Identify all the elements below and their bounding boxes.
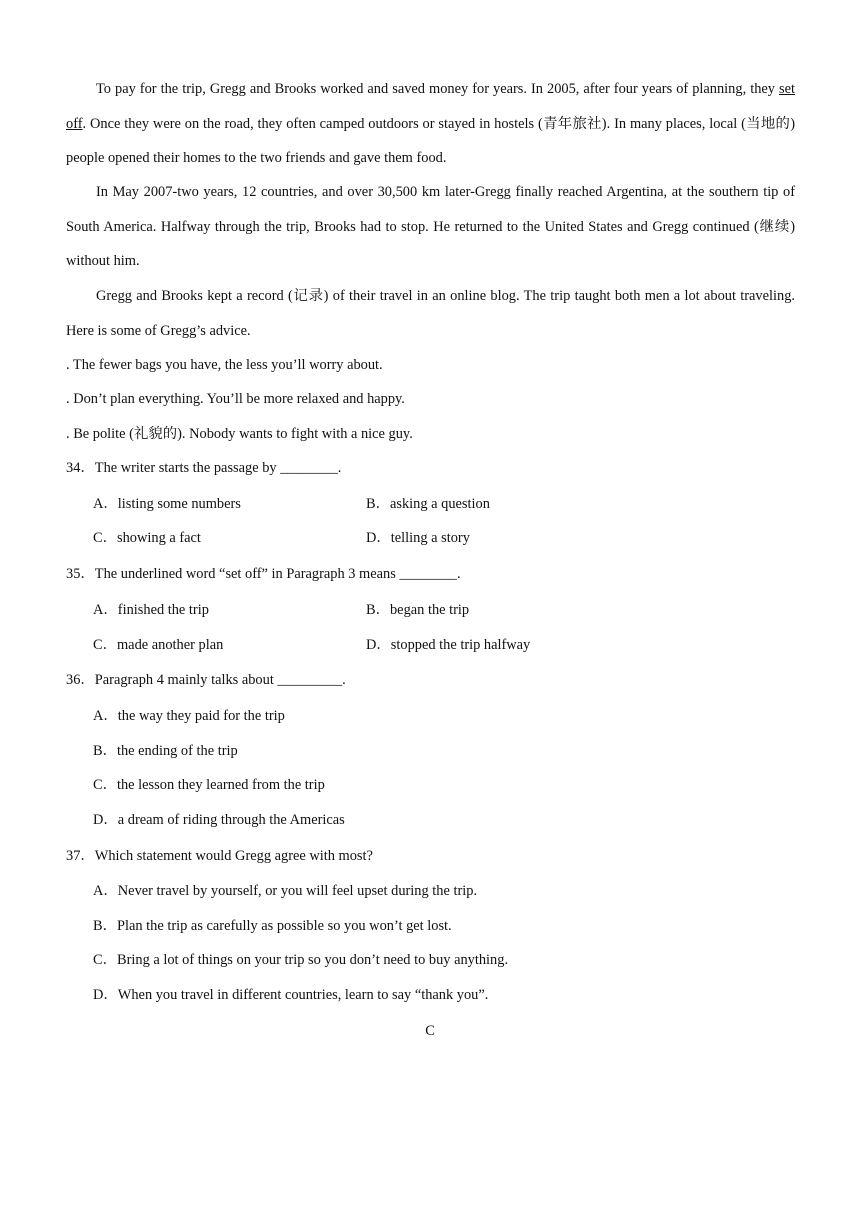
question-37-stem: 37．Which statement would Gregg agree with most? — [66, 848, 373, 864]
question-37-option-d: D．When you travel in different countries, learn to say “thank you”. — [93, 987, 489, 1003]
question-36-option-d: D．a dream of riding through the Americas — [93, 812, 345, 828]
question-36-option-b: B．the ending of the trip — [93, 743, 238, 759]
question-35-option-c: C．made another plan — [93, 637, 224, 653]
question-34-option-d: D．telling a story — [366, 530, 470, 546]
question-35-option-b: B．began the trip — [366, 602, 470, 618]
question-35-option-d: D．stopped the trip halfway — [366, 637, 531, 653]
question-35-stem: 35．The underlined word “set off” in Paragraph 3 means ________. — [66, 566, 461, 582]
question-36-option-c: C．the lesson they learned from the trip — [93, 777, 325, 793]
advice-item-1: . The fewer bags you have, the less you’ll worry about. — [66, 357, 383, 373]
paragraph-3-text-b: . Once they were on the road, they often camped outdoors or stayed in hostels (青年旅社). In many places, local (当地的) people opened their homes to the two friends and gave them food. — [66, 115, 795, 167]
question-37-option-a: A．Never travel by yourself, or you will feel upset during the trip. — [93, 883, 478, 899]
question-34-stem: 34．The writer starts the passage by ________. — [66, 460, 342, 476]
question-36-option-a: A．the way they paid for the trip — [93, 708, 285, 724]
question-37-option-b: B．Plan the trip as carefully as possible so you won’t get lost. — [93, 918, 452, 934]
question-34-option-a: A．listing some numbers — [93, 496, 241, 512]
paragraph-3-text-a: To pay for the trip, Gregg and Brooks worked and saved money for years. In 2005, after four years of planning, they — [96, 81, 779, 97]
question-37-option-c: C．Bring a lot of things on your trip so you don’t need to buy anything. — [93, 952, 509, 968]
section-heading-c: C — [425, 1023, 435, 1039]
paragraph-3 — [66, 72, 795, 176]
paragraph-5: Gregg and Brooks kept a record (记录) of their travel in an online blog. The trip taught both men a lot about traveling. Here is some of Gregg’s advice. — [66, 288, 795, 339]
question-35-option-a: A．finished the trip — [93, 602, 209, 618]
paragraph-4: In May 2007-two years, 12 countries, and over 30,500 km later-Gregg finally reached Argentina, at the southern tip of South America. Halfway through the trip, Brooks had to stop. He returned to the United States and Gregg continued (继续) without him. — [66, 184, 795, 270]
question-34-option-b: B．asking a question — [366, 496, 490, 512]
underlined-phrase: set off — [66, 81, 795, 132]
advice-item-2: . Don’t plan everything. You’ll be more relaxed and happy. — [66, 391, 405, 407]
question-34-option-c: C．showing a fact — [93, 530, 201, 546]
advice-item-3: . Be polite (礼貌的). Nobody wants to fight with a nice guy. — [66, 426, 413, 442]
question-36-stem: 36．Paragraph 4 mainly talks about _________. — [66, 672, 346, 688]
